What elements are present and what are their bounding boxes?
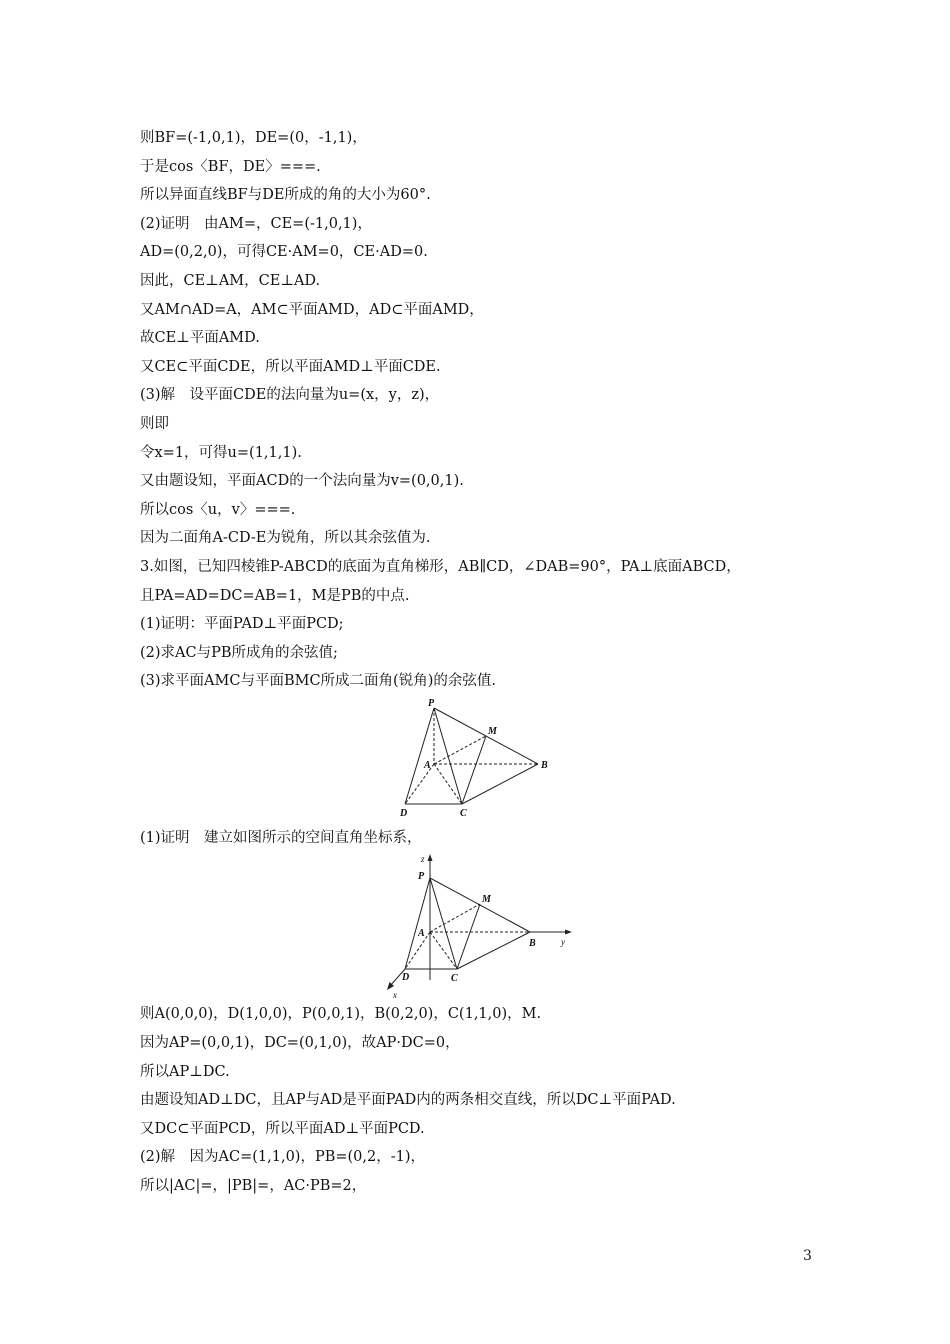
y-arrow-icon (565, 930, 572, 935)
document-body (140, 124, 840, 1201)
label-a: A (418, 928, 425, 940)
label-m: M (482, 894, 491, 906)
text-block-c (140, 1000, 840, 1200)
text-line: (2)解 因为AC=(1,1,0)，PB=(0,2，-1)， (140, 1149, 426, 1166)
text-line: 所以AP⊥DC. (140, 1063, 230, 1080)
edge-ac (434, 764, 462, 804)
edge-ac (430, 932, 457, 969)
text-line: 所以异面直线BF与DE所成的角的大小为60°. (140, 187, 431, 204)
text-line: (2)证明 由AM=，CE=(-1,0,1)， (140, 215, 372, 232)
label-c: C (460, 807, 467, 819)
text-line: (1)证明：平面PAD⊥平面PCD; (140, 616, 344, 633)
text-line: (1)证明 建立如图所示的空间直角坐标系， (140, 829, 422, 846)
text-line: 又由题设知，平面ACD的一个法向量为v=(0,0,1). (140, 473, 464, 490)
text-line: 所以|AC|=，|PB|=，AC·PB=2， (140, 1178, 367, 1195)
text-line: 且PA=AD=DC=AB=1，M是PB的中点. (140, 587, 410, 604)
text-line: AD=(0,2,0)，可得CE·AM=0，CE·AD=0. (140, 244, 428, 261)
coordinate-figure (380, 852, 580, 1000)
label-d: D (400, 807, 408, 819)
label-p: P (428, 697, 435, 709)
pyramid-figure (388, 696, 548, 824)
edge-pd (405, 708, 434, 804)
label-m: M (488, 725, 497, 737)
text-line: 则即 (140, 415, 169, 432)
label-p: P (418, 871, 425, 883)
label-c: C (451, 973, 458, 985)
text-line: 又CE⊂平面CDE，所以平面AMD⊥平面CDE. (140, 358, 441, 375)
text-line: 于是cos〈BF，DE〉===. (140, 158, 321, 175)
label-y: y (561, 937, 565, 948)
text-line: (2)求AC与PB所成角的余弦值; (140, 644, 338, 661)
page-number: 3 (803, 1248, 812, 1264)
text-block-a (140, 124, 840, 696)
edge-am (434, 736, 486, 764)
label-b: B (541, 759, 548, 771)
edge-cb (462, 764, 538, 804)
text-line: 因为二面角A-CD-E为锐角，所以其余弦值为. (140, 530, 431, 547)
z-arrow-icon (428, 854, 433, 861)
label-d: D (402, 972, 410, 984)
text-line: 又AM∩AD=A，AM⊂平面AMD，AD⊂平面AMD， (140, 301, 484, 318)
label-x: x (393, 990, 397, 1001)
label-a: A (424, 759, 431, 771)
label-z: z (421, 854, 425, 865)
text-line: 所以cos〈u，v〉===. (140, 501, 296, 518)
problem-statement: 3.如图，已知四棱锥P-ABCD的底面为直角梯形，AB∥CD，∠DAB=90°，PA⊥底面ABCD， (140, 558, 741, 575)
text-line: 又DC⊂平面PCD，所以平面AD⊥平面PCD. (140, 1120, 425, 1137)
text-line: 由题设知AD⊥DC，且AP与AD是平面PAD内的两条相交直线，所以DC⊥平面PAD. (140, 1092, 676, 1109)
text-line: (3)求平面AMC与平面BMC所成二面角(锐角)的余弦值. (140, 673, 496, 690)
text-line: 则A(0,0,0)，D(1,0,0)，P(0,0,1)，B(0,2,0)，C(1,1,0)，M. (140, 1006, 542, 1023)
text-line: 因为AP=(0,0,1)，DC=(0,1,0)，故AP·DC=0， (140, 1035, 460, 1052)
text-line: 因此，CE⊥AM，CE⊥AD. (140, 272, 321, 289)
label-b: B (529, 938, 536, 950)
edge-pc (430, 878, 457, 969)
edge-pd (405, 878, 430, 969)
text-line: (3)解 设平面CDE的法向量为u=(x，y，z)， (140, 387, 440, 404)
text-line: 令x=1，可得u=(1,1,1). (140, 444, 302, 461)
text-line: 故CE⊥平面AMD. (140, 330, 260, 347)
text-line: 则BF=(-1,0,1)，DE=(0，-1,1)， (140, 130, 367, 146)
edge-am (430, 904, 480, 932)
